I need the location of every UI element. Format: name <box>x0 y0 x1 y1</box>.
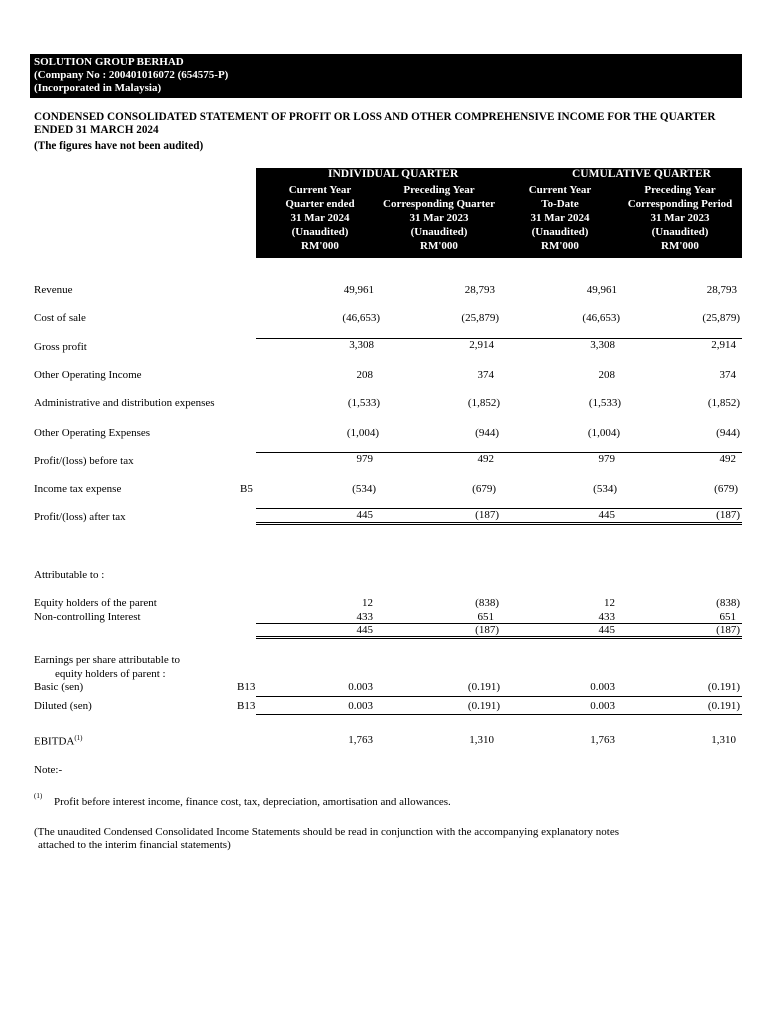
cell-value: 3,308 <box>349 339 374 351</box>
closing-note: attached to the interim financial statements) <box>38 839 231 851</box>
closing-note: (The unaudited Condensed Consolidated Income Statements should be read in conjunction with the accompanying explanatory notes <box>34 826 619 838</box>
cell-value: 0.003 <box>348 700 373 712</box>
cumulative-quarter-heading: CUMULATIVE QUARTER <box>572 168 711 180</box>
cell-value: 445 <box>598 509 615 521</box>
cell-value: 651 <box>719 611 736 623</box>
cell-value: 979 <box>598 453 615 465</box>
cell-value: 0.003 <box>590 681 615 693</box>
footnote-marker: (1) <box>74 734 83 742</box>
cell-value: 28,793 <box>706 284 737 296</box>
cell-value: (187) <box>475 624 499 636</box>
row-label-other-operating-expenses: Other Operating Expenses <box>34 427 151 439</box>
column-header-current-todate <box>500 183 620 253</box>
column-header-line: 31 Mar 2024 <box>290 212 350 224</box>
attributable-heading: Attributable to : <box>34 569 105 581</box>
cell-value: (679) <box>472 483 496 495</box>
cell-value: (25,879) <box>702 312 740 324</box>
eps-heading: Earnings per share attributable to <box>34 654 181 666</box>
cell-value: 49,961 <box>586 284 617 296</box>
statement-subtitle: (The figures have not been audited) <box>34 140 204 152</box>
cell-value: (187) <box>716 624 740 636</box>
cell-value: 433 <box>598 611 615 623</box>
note-reference: B13 <box>237 681 256 693</box>
statement-title: CONDENSED CONSOLIDATED STATEMENT OF PROFIT OR LOSS AND OTHER COMPREHENSIVE INCOME FOR THE QUARTER ENDED 31 MARCH 2024 <box>34 111 716 136</box>
row-label-equity-holders: Equity holders of the parent <box>34 597 157 609</box>
cell-value: 208 <box>598 369 615 381</box>
cell-value: (0.191) <box>467 700 500 712</box>
cell-value: (1,533) <box>588 397 621 409</box>
company-number: (Company No : 200401016072 (654575-P) <box>34 69 229 81</box>
cell-value: (187) <box>716 509 740 521</box>
company-incorporation: (Incorporated in Malaysia) <box>34 82 162 94</box>
column-header-line: (Unaudited) <box>410 226 468 238</box>
column-header-line: Current Year <box>288 184 352 196</box>
row-label-non-controlling: Non-controlling Interest <box>34 611 141 623</box>
cell-value: (46,653) <box>582 312 620 324</box>
row-rule <box>256 714 742 715</box>
row-label-profit-after-tax: Profit/(loss) after tax <box>34 511 126 523</box>
row-label-income-tax: Income tax expense <box>34 483 122 495</box>
cell-value: 12 <box>362 597 373 609</box>
column-header-line: RM'000 <box>541 240 579 252</box>
cell-value: (1,852) <box>707 397 740 409</box>
cell-value: 0.003 <box>590 700 615 712</box>
cell-value: 374 <box>719 369 736 381</box>
cell-value: (944) <box>475 427 499 439</box>
column-header-line: Preceding Year <box>403 184 475 196</box>
note-reference: B13 <box>237 700 256 712</box>
cell-value: 433 <box>356 611 373 623</box>
cell-value: (187) <box>475 509 499 521</box>
cell-value: (46,653) <box>342 312 380 324</box>
cell-value: 445 <box>356 509 373 521</box>
cell-value: 12 <box>604 597 615 609</box>
column-header-line: Quarter ended <box>285 198 355 210</box>
cell-value: (679) <box>714 483 738 495</box>
cell-value: (534) <box>593 483 617 495</box>
row-rule <box>256 696 742 697</box>
cell-value: (0.191) <box>707 700 740 712</box>
notes-heading: Note:- <box>34 764 63 776</box>
cell-value: (838) <box>475 597 499 609</box>
row-label-cost-of-sale: Cost of sale <box>34 312 86 324</box>
cell-value: (944) <box>716 427 740 439</box>
total-double-rule <box>256 636 742 637</box>
row-label-ebitda <box>34 734 83 748</box>
row-label-admin-expenses: Administrative and distribution expenses <box>34 397 215 409</box>
column-header-line: Preceding Year <box>644 184 716 196</box>
cell-value: 492 <box>477 453 494 465</box>
row-label-other-operating-income: Other Operating Income <box>34 369 142 381</box>
total-double-rule <box>256 522 742 523</box>
cell-value: 492 <box>719 453 736 465</box>
row-label-basic-eps: Basic (sen) <box>34 681 84 693</box>
individual-quarter-heading: INDIVIDUAL QUARTER <box>328 168 459 180</box>
cell-value: (25,879) <box>461 312 499 324</box>
cell-value: 2,914 <box>469 339 494 351</box>
eps-heading: equity holders of parent : <box>55 668 166 680</box>
column-header-preceding-quarter <box>379 183 499 253</box>
company-name: SOLUTION GROUP BERHAD <box>34 56 184 68</box>
total-double-rule <box>256 638 742 639</box>
cell-value: 651 <box>477 611 494 623</box>
cell-value: (534) <box>352 483 376 495</box>
cell-value: 445 <box>356 624 373 636</box>
column-header-line: Current Year <box>528 184 592 196</box>
total-double-rule <box>256 524 742 525</box>
column-header-line: Corresponding Quarter <box>383 198 495 210</box>
column-header-line: RM'000 <box>661 240 699 252</box>
column-header-line: RM'000 <box>420 240 458 252</box>
column-header-line: 31 Mar 2023 <box>409 212 469 224</box>
cell-value: 2,914 <box>711 339 736 351</box>
cell-value: 1,310 <box>469 734 494 746</box>
cell-value: (1,852) <box>467 397 500 409</box>
column-header-block <box>256 168 742 258</box>
cell-value: 1,310 <box>711 734 736 746</box>
ebitda-label: EBITDA <box>34 735 75 748</box>
column-header-line: (Unaudited) <box>651 226 709 238</box>
cell-value: 374 <box>477 369 494 381</box>
column-header-preceding-period <box>620 183 740 253</box>
footnote-marker: (1) <box>34 792 43 800</box>
cell-value: 3,308 <box>590 339 615 351</box>
column-header-line: 31 Mar 2024 <box>530 212 590 224</box>
cell-value: 979 <box>356 453 373 465</box>
row-label-diluted-eps: Diluted (sen) <box>34 700 92 712</box>
column-header-current-quarter <box>260 183 380 253</box>
cell-value: (1,004) <box>346 427 379 439</box>
cell-value: (838) <box>716 597 740 609</box>
note-reference: B5 <box>240 483 253 495</box>
row-label-profit-before-tax: Profit/(loss) before tax <box>34 455 134 467</box>
column-header-line: To-Date <box>541 198 579 210</box>
column-header-line: RM'000 <box>301 240 339 252</box>
cell-value: 1,763 <box>590 734 615 746</box>
cell-value: 1,763 <box>348 734 373 746</box>
cell-value: 208 <box>356 369 373 381</box>
cell-value: (1,533) <box>347 397 380 409</box>
cell-value: 0.003 <box>348 681 373 693</box>
column-header-line: (Unaudited) <box>531 226 589 238</box>
column-header-line: (Unaudited) <box>291 226 349 238</box>
cell-value: 49,961 <box>343 284 374 296</box>
row-label-revenue: Revenue <box>34 284 73 296</box>
column-header-line: 31 Mar 2023 <box>650 212 710 224</box>
row-label-gross-profit: Gross profit <box>34 341 87 353</box>
cell-value: (0.191) <box>467 681 500 693</box>
cell-value: (0.191) <box>707 681 740 693</box>
cell-value: 445 <box>598 624 615 636</box>
cell-value: 28,793 <box>464 284 495 296</box>
footnote-text: Profit before interest income, finance cost, tax, depreciation, amortisation and allowances. <box>54 796 451 808</box>
company-header <box>30 54 742 98</box>
column-header-line: Corresponding Period <box>627 198 733 210</box>
cell-value: (1,004) <box>587 427 620 439</box>
